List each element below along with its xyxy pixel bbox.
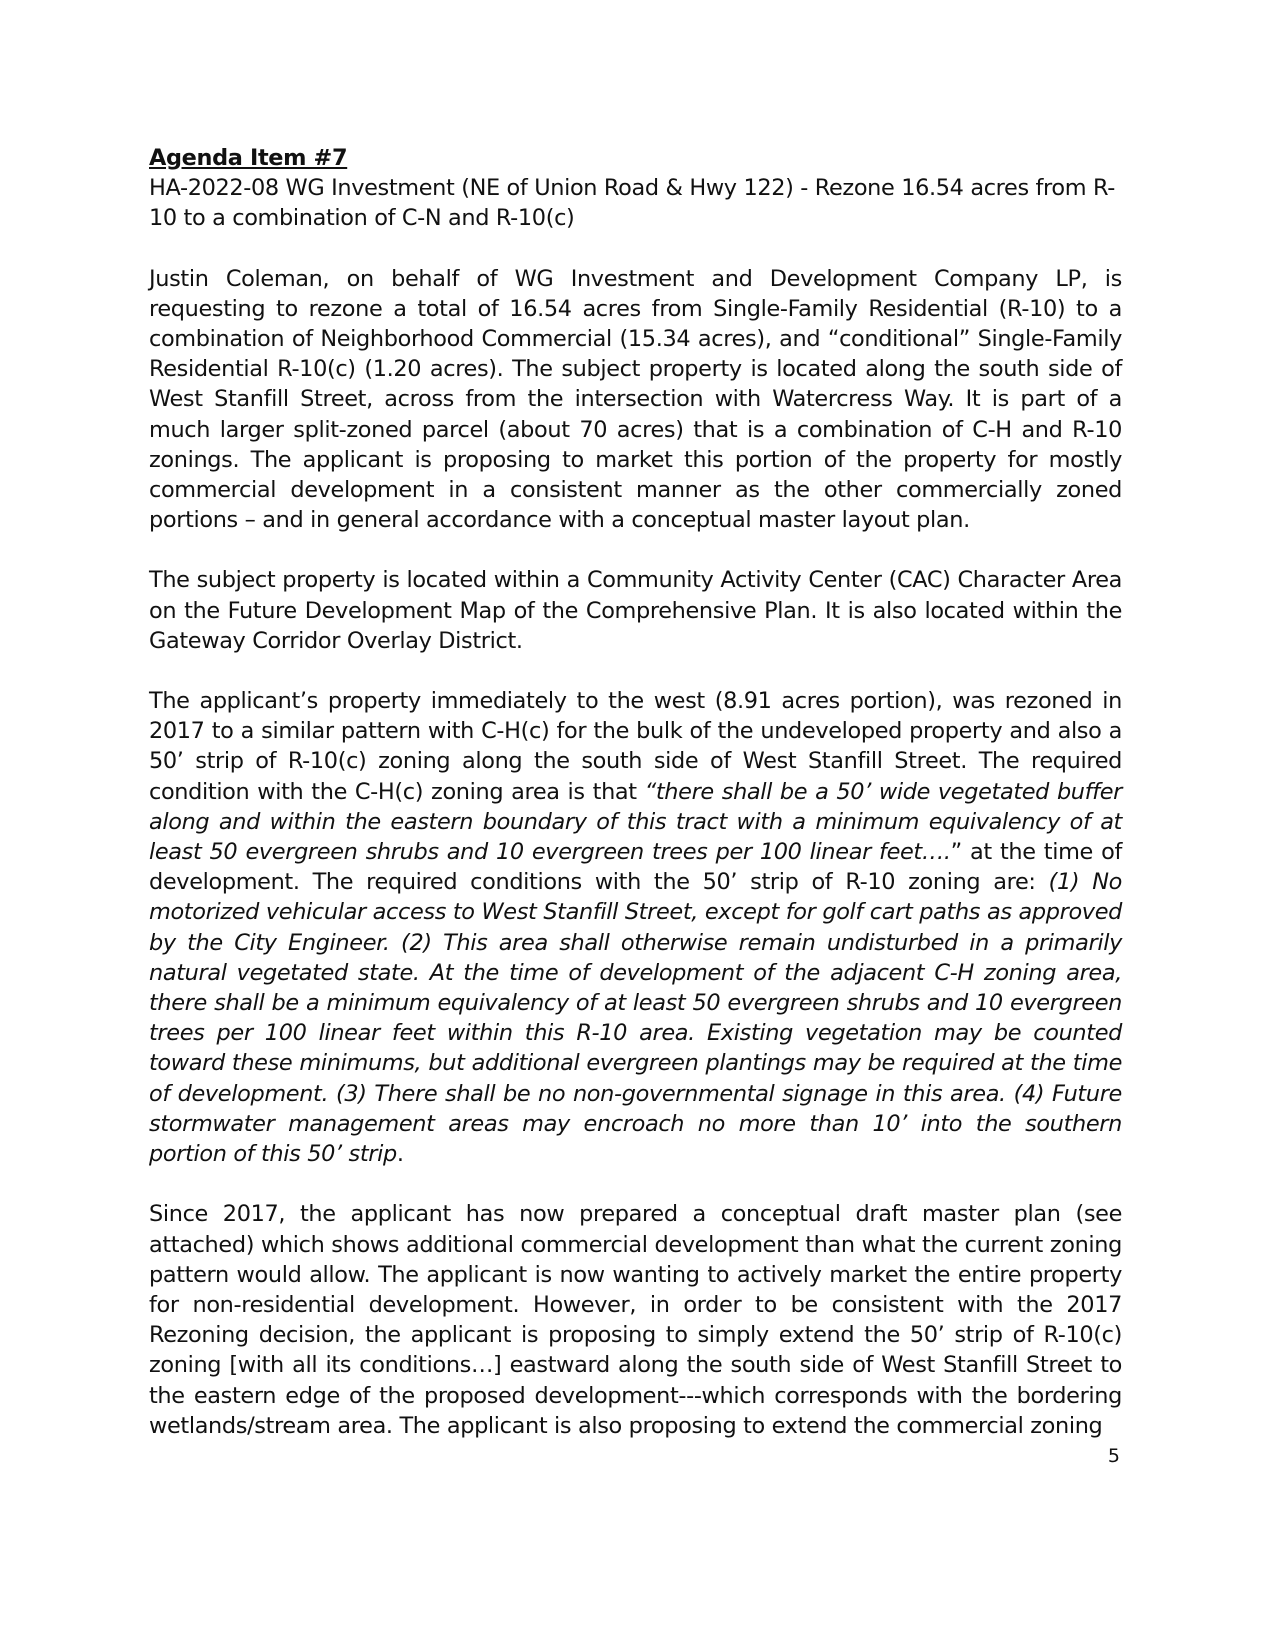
page-number: 5 bbox=[1107, 1445, 1120, 1467]
prior-rezoning-text-a: The applicant’s property immediately to the west (8.91 acres portion), was rezoned in 2017 to a similar pattern with C-H(c) for the bulk of the undeveloped property and also a 50’ strip of R-10(c) zoning along the south side of West Stanfill Street. The required condition with the C-H(c) zoning area is that bbox=[149, 688, 1122, 805]
prior-rezoning-text-b: ” at the time of development. The required conditions with the 50’ strip of R-10 zoning are: bbox=[149, 839, 1122, 896]
paragraph-master-plan: Since 2017, the applicant has now prepared a conceptual draft master plan (see attached) which shows additional commercial development than what the current zoning pattern would allow. The applicant is now wanting to actively market the entire property for non-residential development. However, in order to be consistent with the 2017 Rezoning decision, the applicant is proposing to simply extend the 50’ strip of R-10(c) zoning [with all its conditions…] eastward along the south side of West Stanfill Street to the eastern edge of the proposed development---which corresponds with the bordering wetlands/stream area. The applicant is also proposing to extend the commercial zoning bbox=[149, 1201, 1122, 1439]
paragraph-prior-rezoning bbox=[149, 686, 1122, 1169]
paragraph-request: Justin Coleman, on behalf of WG Investment and Development Company LP, is requesting to rezone a total of 16.54 acres from Single-Family Residential (R-10) to a combination of Neighborhood Commercial (15.34 acres), and “conditional” Single-Family Residential R-10(c) (1.20 acres). The subject property is located along the south side of West Stanfill Street, across from the intersection with Watercress Way. It is part of a much larger split-zoned parcel (about 70 acres) that is a combination of C-H and R-10 zonings. The applicant is proposing to market this portion of the property for mostly commercial development in a consistent manner as the other commercially zoned portions – and in general accordance with a conceptual master layout plan. bbox=[149, 265, 1122, 534]
buffer-condition-quote: “there shall be a 50’ wide vegetated buffer along and within the eastern boundary of this tract with a minimum equivalency of at least 50 evergreen shrubs and 10 evergreen trees per 100 linear feet…. bbox=[149, 778, 1122, 866]
agenda-item-subtitle: HA-2022-08 WG Investment (NE of Union Road & Hwy 122) - Rezone 16.54 acres from R-10 to a combination of C-N and R-10(c) bbox=[149, 175, 1116, 232]
agenda-item-heading: Agenda Item #7 bbox=[149, 145, 348, 171]
r10-conditions-list: (1) No motorized vehicular access to West Stanfill Street, except for golf cart paths as approved by the City Engineer. (2) This area shall otherwise remain undisturbed in a primarily natural vegetated state. At the time of development of the adjacent C-H zoning area, there shall be a minimum equivalency of at least 50 evergreen shrubs and 10 evergreen trees per 100 linear feet within this R-10 area. Existing vegetation may be counted toward these minimums, but additional evergreen plantings may be required at the time of development. (3) There shall be no non-governmental signage in this area. (4) Future stormwater management areas may encroach no more than 10’ into the southern portion of this 50’ strip bbox=[149, 869, 1123, 1168]
prior-rezoning-text-c: . bbox=[396, 1141, 404, 1168]
paragraph-character-area: The subject property is located within a Community Activity Center (CAC) Character Area on the Future Development Map of the Comprehensive Plan. It is also located within the Gateway Corridor Overlay District. bbox=[149, 567, 1122, 654]
document-page bbox=[149, 143, 1122, 1441]
